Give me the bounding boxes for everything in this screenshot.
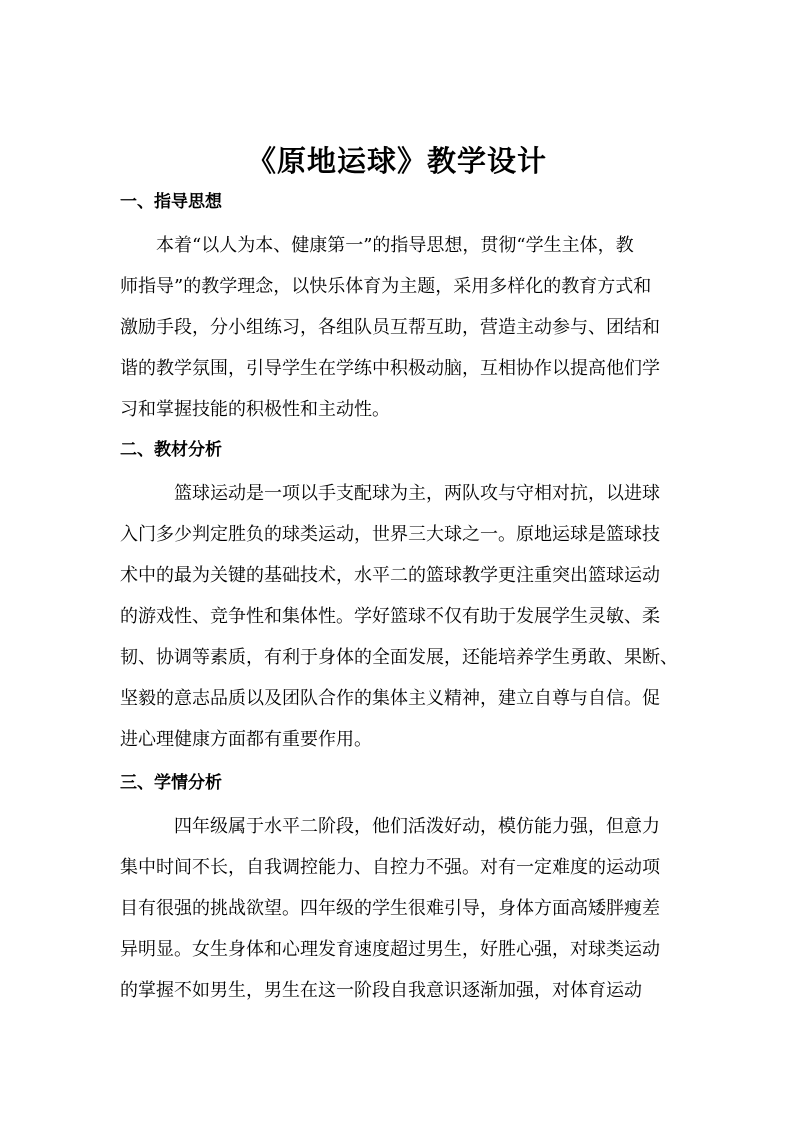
paragraph-line: 的游戏性、竞争性和集体性。学好篮球不仅有助于发展学生灵敏、柔 bbox=[120, 606, 660, 627]
paragraph-line: 本着“以人为本、健康第一”的指导思想，贯彻“学生主体，教 bbox=[120, 235, 634, 256]
document-title: 《原地运球》教学设计 bbox=[246, 144, 547, 178]
paragraph-line: 入门多少判定胜负的球类运动，世界三大球之一。原地运球是篮球技 bbox=[120, 524, 660, 545]
paragraph-line: 师指导”的教学理念，以快乐体育为主题，采用多样化的教育方式和 bbox=[120, 276, 652, 297]
paragraph-line: 集中时间不长，自我调控能力、自控力不强。对有一定难度的运动项 bbox=[120, 857, 660, 878]
paragraph-line: 韧、协调等素质，有利于身体的全面发展，还能培养学生勇敢、果断、 bbox=[120, 647, 678, 668]
section-paragraph-material-analysis bbox=[120, 473, 680, 760]
section-paragraph-student-analysis bbox=[120, 806, 680, 1011]
section-heading-material-analysis: 二、教材分析 bbox=[120, 440, 222, 460]
paragraph-line: 的掌握不如男生，男生在这一阶段自我意识逐渐加强，对体育运动 bbox=[120, 980, 642, 1001]
paragraph-line: 目有很强的挑战欲望。四年级的学生很难引导，身体方面高矮胖瘦差 bbox=[120, 898, 660, 919]
paragraph-line: 术中的最为关键的基础技术，水平二的篮球教学更注重突出篮球运动 bbox=[120, 565, 660, 586]
section-heading-student-analysis: 三、学情分析 bbox=[120, 773, 222, 793]
paragraph-line: 异明显。女生身体和心理发育速度超过男生，好胜心强，对球类运动 bbox=[120, 939, 660, 960]
paragraph-line: 坚毅的意志品质以及团队合作的集体主义精神，建立自尊与自信。促 bbox=[120, 688, 660, 709]
paragraph-line: 谐的教学氛围，引导学生在学练中积极动脑，互相协作以提高他们学 bbox=[120, 358, 660, 379]
paragraph-line: 进心理健康方面都有重要作用。 bbox=[120, 729, 372, 750]
section-paragraph-guiding-ideology bbox=[120, 225, 680, 430]
section-heading-guiding-ideology: 一、指导思想 bbox=[120, 192, 222, 212]
paragraph-line: 四年级属于水平二阶段，他们活泼好动，模仿能力强，但意力 bbox=[120, 816, 660, 837]
paragraph-line: 习和掌握技能的积极性和主动性。 bbox=[120, 399, 390, 420]
paragraph-line: 篮球运动是一项以手支配球为主，两队攻与守相对抗，以进球 bbox=[120, 483, 660, 504]
paragraph-line: 激励手段，分小组练习，各组队员互帮互助，营造主动参与、团结和 bbox=[120, 317, 660, 338]
